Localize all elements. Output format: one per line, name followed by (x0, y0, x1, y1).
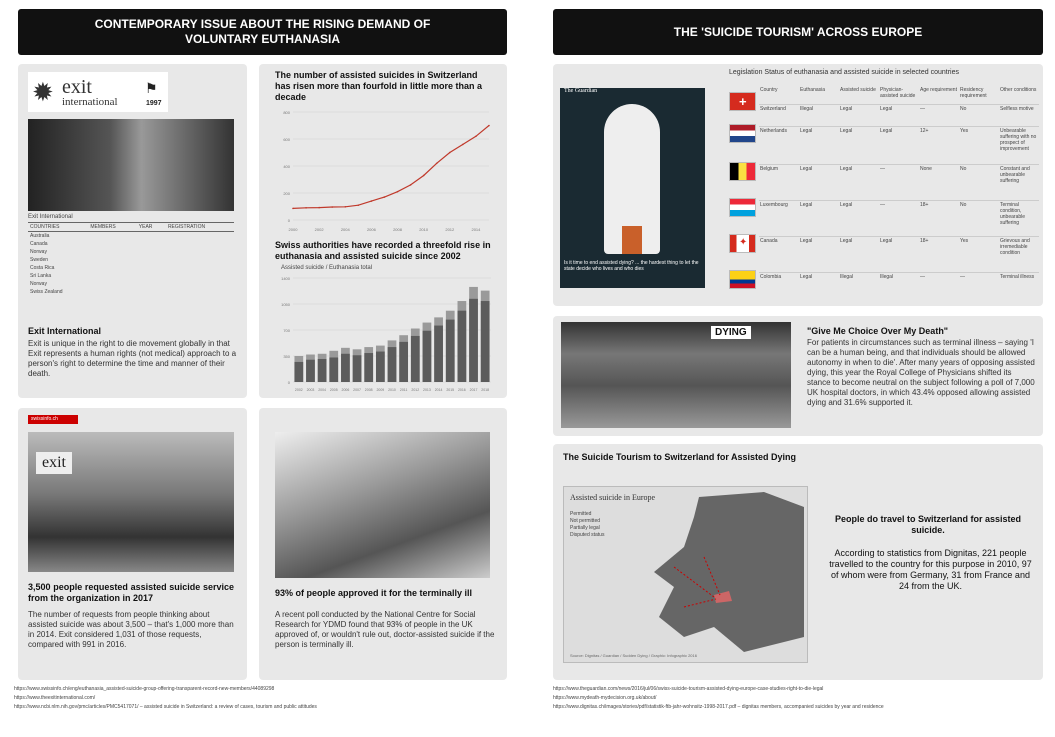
table-cell: Norway (30, 249, 47, 255)
table-cell: Costa Rica (30, 265, 55, 271)
logo-subtext: international (62, 96, 118, 108)
bar-chart (275, 274, 495, 394)
bar-assisted (294, 362, 303, 382)
legislation-cell: Legal (840, 166, 853, 172)
legislation-cell: Legal (800, 128, 813, 134)
guardian-poster (560, 88, 705, 288)
legislation-row (759, 272, 1039, 302)
x-tick-label: 2003 (306, 388, 315, 392)
legislation-column-header: Residency requirement (960, 87, 987, 99)
table-cell: Sri Lanka (30, 273, 52, 279)
x-tick-label: 2008 (364, 388, 373, 392)
legislation-cell: Legal (800, 238, 813, 244)
legislation-cell: — (880, 166, 885, 172)
legislation-cell: Grievous and irremediable condition (1000, 238, 1030, 256)
protest-title: "Give Me Choice Over My Death" (807, 326, 949, 336)
legislation-cell: Luxembourg (760, 202, 788, 208)
legislation-cell: 12+ (920, 128, 929, 134)
legislation-cell: Selfless motive (1000, 106, 1034, 112)
x-tick-label: 2016 (457, 388, 466, 392)
reference-link[interactable]: https://www.ncbi.nlm.nih.gov/pmc/articles/PMC5417071/ – assisted suicide in Switzerland: a review of cases, tourism and public attitudes (14, 704, 317, 710)
reference-link[interactable]: https://www.mydeath-mydecision.org.uk/about/ (553, 695, 657, 701)
legislation-cell: Legal (880, 128, 893, 134)
x-tick-label: 2002 (314, 227, 324, 232)
legislation-cell: Illegal (880, 274, 894, 280)
table-cell: Australia (30, 233, 50, 239)
requests-headline: 3,500 people requested assisted suicide service from the organization in 2017 (28, 582, 234, 603)
hospital-bed-photo (275, 432, 490, 578)
th-registration: REGISTRATION (167, 224, 206, 230)
line-chart-title: The number of assisted suicides in Switzerland has risen more than fourfold in little more than a decade (275, 70, 483, 102)
table-caption: Exit International (28, 214, 73, 220)
legislation-card (553, 64, 1043, 306)
legislation-cell: Colombia (760, 274, 782, 280)
legislation-column-header: Other conditions (1000, 87, 1037, 93)
line-point (397, 191, 399, 193)
legislation-cell: 18+ (920, 238, 929, 244)
exit-office-photo (28, 432, 234, 572)
legislation-title: Legislation Status of euthanasia and assisted suicide in selected countries (729, 69, 959, 76)
line-chart (275, 106, 495, 236)
x-tick-label: 2004 (318, 388, 327, 392)
tourism-title: The Suicide Tourism to Switzerland for Assisted Dying (563, 452, 797, 462)
legislation-cell: Yes (960, 128, 969, 134)
man-holding-kit-photo (28, 119, 234, 211)
bar-chart-legend: Assisted suicide / Euthanasia total (281, 265, 373, 271)
poster-caption: Is it time to end assisted dying? ... the hardest thing to let the state decide who lives and who dies (564, 260, 699, 272)
bar-assisted (434, 326, 443, 382)
y-tick-label: 0 (287, 218, 290, 223)
legislation-cell: Unbearable suffering with no prospect of improvement (1000, 128, 1037, 152)
bar-assisted (388, 347, 397, 382)
y-tick-label: 350 (283, 354, 290, 359)
legislation-cell: — (960, 274, 965, 280)
bar-assisted (458, 311, 467, 382)
x-tick-label: 2010 (388, 388, 396, 392)
legislation-column-header: Euthanasia (800, 87, 826, 93)
bar-chart-title: Swiss authorities have recorded a threefold rise in euthanasia and assisted suicide since 2002 (275, 240, 491, 261)
legislation-row (759, 126, 1039, 156)
bar-assisted (481, 301, 490, 382)
luxembourg-flag (729, 198, 756, 217)
exit-table (28, 222, 234, 296)
line-point (475, 136, 477, 138)
y-tick-label: 200 (283, 191, 290, 196)
legislation-cell: Yes (960, 238, 969, 244)
legislation-cell: Legal (840, 106, 853, 112)
x-tick-label: 2011 (399, 388, 408, 392)
legislation-cell: None (920, 166, 932, 172)
logo-year: 1997 (146, 100, 162, 107)
sunflower-icon: ✹ (32, 77, 54, 107)
legislation-cell: Legal (880, 106, 893, 112)
legislation-cell: Constant and unbearable suffering (1000, 166, 1030, 184)
legislation-column-header: Age requirement (920, 87, 957, 93)
requests-card (18, 408, 247, 680)
line-point (449, 152, 451, 154)
reference-link[interactable]: https://www.dignitas.ch/images/stories/pdf/statistik-ftb-jahr-wohnsitz-1998-2017.pdf – dignitas members, accompanied suicides by year and residence (553, 704, 884, 710)
exit-international-card (18, 64, 247, 398)
line-point (305, 207, 307, 209)
legislation-cell: Illegal (840, 274, 854, 280)
th-members: MEMBERS (90, 224, 116, 230)
map-legend-item: Disputed status (570, 532, 605, 538)
bar-assisted (306, 360, 315, 382)
bar-assisted (329, 357, 338, 382)
y-tick-label: 600 (283, 137, 290, 142)
left-references (14, 685, 514, 712)
reference-link[interactable]: https://www.swissinfo.ch/eng/euthanasia_assisted-suicide-group-offering-transparent-record-new-members/44089298 (14, 686, 275, 692)
legislation-cell: — (920, 274, 925, 280)
legislation-cell: — (880, 202, 885, 208)
map-legend-item: Not permitted (570, 518, 601, 524)
protest-card (553, 316, 1043, 436)
bar-assisted (423, 331, 432, 382)
legislation-column-header: Assisted suicide (840, 87, 876, 93)
bar-assisted (341, 354, 350, 382)
x-tick-label: 2005 (329, 388, 338, 392)
logo-text: exit (62, 76, 92, 98)
office-sign: exit (36, 452, 72, 474)
x-tick-label: 2010 (419, 227, 429, 232)
legislation-header (759, 86, 1039, 104)
y-tick-label: 700 (283, 328, 290, 333)
x-tick-label: 2012 (445, 227, 455, 232)
line-point (292, 208, 294, 210)
y-tick-label: 1050 (281, 302, 290, 307)
legislation-cell: Switzerland (760, 106, 786, 112)
colombia-flag (729, 270, 756, 289)
bar-assisted (318, 359, 327, 382)
left-banner: CONTEMPORARY ISSUE ABOUT THE RISING DEMAND OF VOLUNTARY EUTHANASIA (18, 9, 507, 55)
map-legend-item: Permitted (570, 511, 592, 517)
legislation-cell: Netherlands (760, 128, 787, 134)
y-tick-label: 400 (283, 164, 290, 169)
legislation-cell: No (960, 202, 967, 208)
x-tick-label: 2006 (366, 227, 376, 232)
table-cell: Canada (30, 241, 48, 247)
line-point (436, 163, 438, 165)
line-point (344, 206, 346, 208)
line-series (293, 126, 489, 209)
legislation-cell: — (920, 106, 925, 112)
right-references (553, 685, 1048, 712)
x-tick-label: 2014 (471, 227, 481, 232)
x-tick-label: 2009 (376, 388, 385, 392)
left-page (0, 0, 527, 737)
tourism-card (553, 444, 1043, 680)
tourism-text-1: People do travel to Switzerland for assisted suicide. (834, 514, 1022, 535)
legislation-cell: Terminal illness (1000, 274, 1035, 280)
europe-map (563, 486, 808, 663)
bar-assisted (469, 299, 478, 382)
line-point (358, 204, 360, 206)
line-point (410, 184, 412, 186)
line-point (331, 206, 333, 208)
legislation-row (759, 236, 1039, 266)
legislation-column-header: Country (760, 87, 778, 93)
y-tick-label: 1400 (281, 276, 290, 281)
x-tick-label: 2008 (393, 227, 402, 232)
map-source: Source: Dignitas / Guardian / Sudden Dying / Graphic: Infographic 2016 (570, 653, 697, 658)
legend-item: Euthanasia total (329, 265, 373, 271)
legislation-cell: Legal (800, 166, 813, 172)
bar-assisted (376, 352, 385, 382)
legislation-cell: Terminal condition, unbearable suffering (1000, 202, 1026, 226)
protest-crowd-photo (561, 322, 791, 428)
legislation-cell: Legal (840, 128, 853, 134)
line-point (423, 175, 425, 177)
y-tick-label: 800 (283, 110, 290, 115)
x-tick-label: 2006 (341, 388, 350, 392)
poll-body: A recent poll conducted by the National Centre for Social Research for YDMD found that 93% of people in the UK approved of, or wouldn't rule out, doctor-assisted suicide if the person is terminally ill. (275, 610, 495, 649)
poll-card (259, 408, 507, 680)
source-tag: swissinfo.ch (28, 415, 78, 424)
right-banner: THE 'SUICIDE TOURISM' ACROSS EUROPE (553, 9, 1043, 55)
legislation-cell: Illegal (800, 106, 814, 112)
x-tick-label: 2018 (481, 388, 490, 392)
legislation-table (729, 86, 1039, 301)
legislation-cell: No (960, 106, 967, 112)
protest-sign: DYING (711, 326, 751, 339)
line-point (318, 207, 320, 209)
poster-masthead: The Guardian (564, 88, 598, 94)
legislation-row (759, 164, 1039, 194)
legislation-cell: Canada (760, 238, 778, 244)
line-point (462, 144, 464, 146)
x-tick-label: 2004 (340, 227, 350, 232)
line-point (371, 200, 373, 202)
switzerland-flag: + (729, 92, 756, 111)
exit-logo (28, 72, 168, 112)
exit-title: Exit International (28, 326, 102, 336)
canada-flag: ✦ (729, 234, 756, 253)
legislation-cell: Belgium (760, 166, 779, 172)
line-point (384, 196, 386, 198)
x-tick-label: 2015 (446, 388, 455, 392)
europe-land (564, 487, 809, 664)
legend-item: Assisted suicide (281, 265, 325, 271)
flag-icon: ⚑ (145, 80, 158, 96)
bar-assisted (353, 355, 362, 382)
map-legend-item: Partially legal (570, 525, 600, 531)
th-year: YEAR (138, 224, 153, 230)
netherlands-flag (729, 124, 756, 143)
x-tick-label: 2000 (288, 227, 298, 232)
right-page (528, 0, 1055, 737)
legislation-cell: Legal (840, 202, 853, 208)
tourism-text-2: According to statistics from Dignitas, 221 people travelled to the country for this purpose in 2010, 97 of whom were from Germany, 31 from France and 24 from the UK. (829, 548, 1032, 591)
exit-body: Exit is unique in the right to die movement globally in that Exit represents a human rights (not medical) approach to a person's right to determine the time and manner of their death. (28, 339, 237, 378)
requests-body: The number of requests from people thinking about assisted suicide was about 3,500 – that's 1,000 more than in 2014. Exit considered 1,031 of those requests, compared with 991 in 2016. (28, 610, 234, 649)
legislation-row (759, 200, 1039, 230)
x-tick-label: 2013 (423, 388, 431, 392)
table-cell: Swiss Zealand (30, 289, 63, 295)
legislation-cell: Legal (880, 238, 893, 244)
x-tick-label: 2007 (353, 388, 361, 392)
legislation-cell: 18+ (920, 202, 929, 208)
reference-link[interactable]: https://www.theguardian.com/news/2016/jul/06/swiss-suicide-tourism-assisted-dying-europe-case-studies-right-to-die-legal (553, 686, 824, 692)
x-tick-label: 2017 (469, 388, 478, 392)
legislation-column-header: Physician-assisted suicide (880, 87, 916, 99)
legislation-cell: Legal (800, 202, 813, 208)
x-tick-label: 2002 (294, 388, 303, 392)
door-illustration (622, 226, 642, 254)
map-title: Assisted suicide in Europe (570, 493, 656, 502)
reference-link[interactable]: https://www.theexitinternational.com/ (14, 695, 96, 701)
bar-assisted (446, 320, 455, 382)
legislation-cell: No (960, 166, 967, 172)
x-tick-label: 2014 (434, 388, 443, 392)
line-point (488, 125, 490, 127)
bar-assisted (364, 353, 373, 382)
y-tick-label: 0 (287, 380, 290, 385)
bar-assisted (399, 342, 408, 382)
table-cell: Sweden (30, 257, 49, 263)
belgium-flag (729, 162, 756, 181)
x-tick-label: 2012 (411, 388, 420, 392)
legislation-cell: Legal (800, 274, 813, 280)
charts-card (259, 64, 507, 398)
poll-headline: 93% of people approved it for the terminally ill (275, 588, 473, 598)
protest-body: For patients in circumstances such as terminal illness – saying 'I can be a human being, and that individuals should be allowed autonomy in when to die'. After many years of opposing assisted dying, this year the Royal College of Physicians shifted its stance to become neutral on the subject following a poll of 7,000 UK hospital doctors, in which 43.4% opposed allowing assisted dying and 31.6% supported it. (807, 338, 1035, 407)
legislation-cell: Legal (840, 238, 853, 244)
table-cell: Norway (30, 281, 47, 287)
bar-assisted (411, 336, 420, 382)
th-countries: COUNTRIES (30, 224, 60, 230)
